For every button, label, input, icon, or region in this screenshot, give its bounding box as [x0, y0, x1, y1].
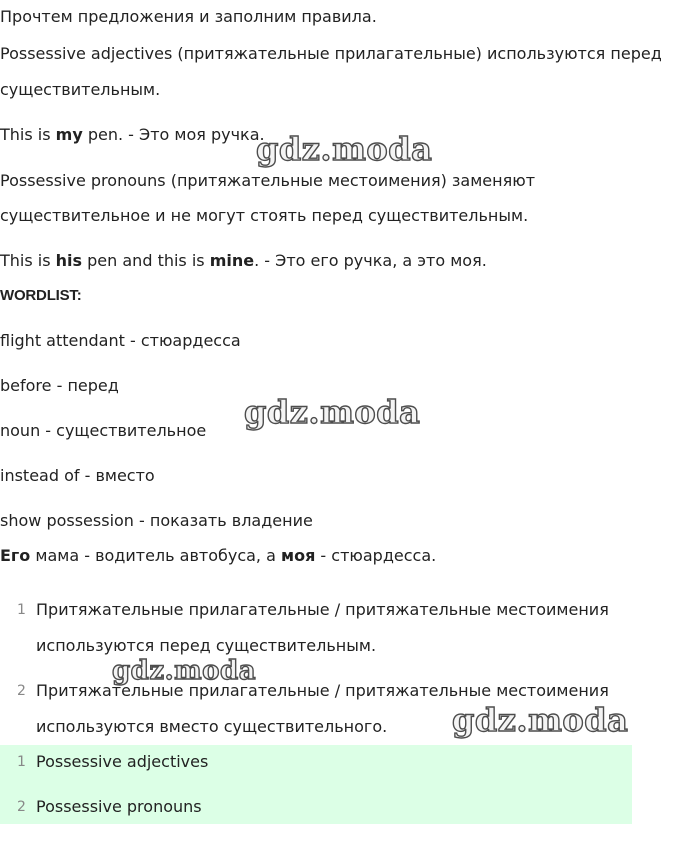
wordlist-item: noun - существительное	[0, 421, 207, 440]
example-text: - стюардесса.	[315, 546, 437, 565]
bold-word: his	[55, 251, 83, 270]
answer-number: 2	[17, 799, 26, 815]
example-text: This is	[0, 251, 56, 270]
wordlist-heading: WORDLIST:	[0, 287, 82, 304]
answer-box	[0, 745, 632, 824]
rule-line: используются перед существительным.	[36, 636, 377, 655]
example-mother	[0, 545, 436, 567]
example-text: This is	[0, 125, 56, 144]
rule-adjectives-line2: существительным.	[0, 80, 161, 99]
rule-line: Притяжательные прилагательные / притяжательные местоимения	[36, 600, 609, 619]
example-my-pen	[0, 124, 265, 146]
rule-adjectives-line1: Possessive adjectives (притяжательные прилагательные) используются перед	[0, 44, 662, 63]
rule-number: 1	[17, 602, 26, 618]
example-text: . - Это его ручка, а это моя.	[254, 251, 487, 270]
wordlist-item: show possession - показать владение	[0, 511, 313, 530]
watermark: gdz.moda	[256, 130, 433, 168]
wordlist-item: before - перед	[0, 376, 119, 395]
wordlist-item: flight attendant - стюардесса	[0, 331, 241, 350]
answer-text: Possessive adjectives	[36, 752, 209, 771]
bold-word: Его	[0, 546, 31, 565]
example-his-mine	[0, 250, 487, 272]
example-text: мама - водитель автобуса, а	[30, 546, 281, 565]
rule-line: используются вместо существительного.	[36, 717, 388, 736]
intro-text: Прочтем предложения и заполним правила.	[0, 7, 377, 26]
answer-number: 1	[17, 754, 26, 770]
rule-pronouns-line1: Possessive pronouns (притяжательные местоимения) заменяют	[0, 171, 536, 190]
watermark: gdz.moda	[244, 393, 421, 431]
bold-word: my	[55, 125, 83, 144]
bold-word: моя	[281, 546, 316, 565]
watermark: gdz.moda	[112, 656, 257, 686]
answer-text: Possessive pronouns	[36, 797, 202, 816]
rule-pronouns-line2: существительное и не могут стоять перед существительным.	[0, 206, 529, 225]
rule-line: Притяжательные прилагательные / притяжательные местоимения	[36, 681, 609, 700]
wordlist-item: instead of - вместо	[0, 466, 155, 485]
example-text: pen. - Это моя ручка.	[82, 125, 265, 144]
example-text: pen and this is	[82, 251, 210, 270]
bold-word: mine	[209, 251, 255, 270]
rule-number: 2	[17, 683, 26, 699]
watermark: gdz.moda	[452, 701, 629, 739]
